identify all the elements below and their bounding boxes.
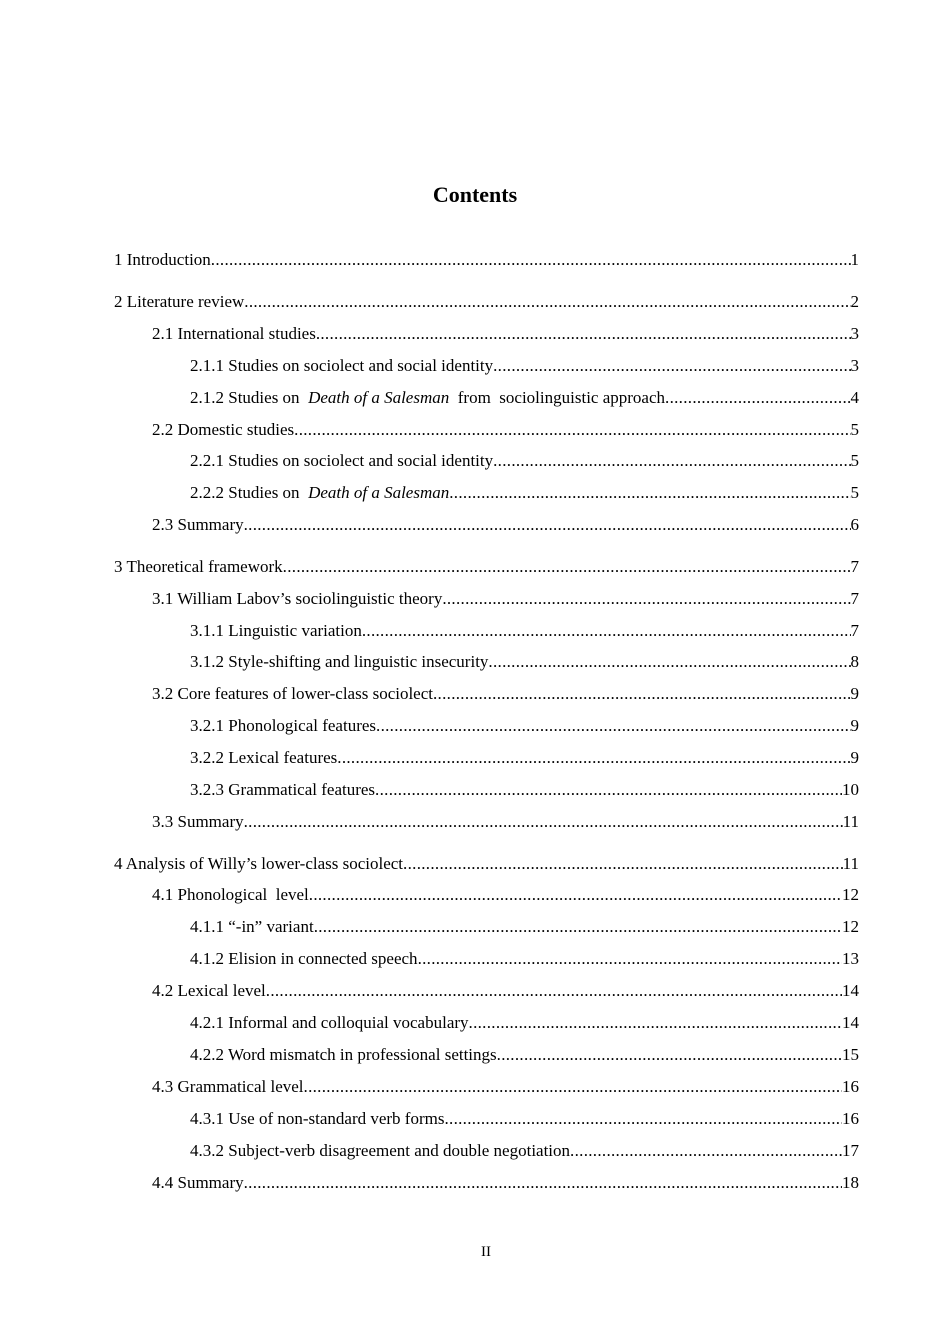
toc-entry-label: 3.2 Core features of lower-class sociolect xyxy=(152,684,433,703)
toc-page-number: 7 xyxy=(850,589,859,608)
dot-leader xyxy=(244,810,843,834)
toc-entry-4-2-2[interactable] xyxy=(190,1043,859,1067)
toc-page-number: 2 xyxy=(850,292,859,311)
toc-page-number: 5 xyxy=(850,451,859,470)
toc-entry-theoretical-framework[interactable] xyxy=(114,555,859,579)
toc-entry-label: 3.2.2 Lexical features xyxy=(190,748,338,767)
toc-entry-3-1-1[interactable] xyxy=(190,619,859,643)
toc-page-number: 14 xyxy=(842,1013,859,1032)
toc-page-number: 12 xyxy=(842,885,859,904)
toc-entry-literature-review[interactable] xyxy=(114,290,859,314)
toc-entry-label-suffix: from sociolinguistic approach xyxy=(449,388,666,407)
toc-entry-label: 4.4 Summary xyxy=(152,1173,244,1192)
toc-page-number: 1 xyxy=(850,250,859,269)
toc-page-number: 7 xyxy=(850,621,859,640)
dot-leader xyxy=(570,1139,842,1163)
toc-page-number: 3 xyxy=(850,324,859,343)
toc-entry-4-4-summary[interactable] xyxy=(152,1171,859,1195)
toc-entry-label: 4.3.1 Use of non-standard verb forms xyxy=(190,1109,445,1128)
toc-entry-label: 2.1.1 Studies on sociolect and social identity xyxy=(190,356,494,375)
toc-entry-2-1-1[interactable] xyxy=(190,354,859,378)
toc-page-number: 3 xyxy=(850,356,859,375)
toc-entry-label: 3.1.1 Linguistic variation xyxy=(190,621,362,640)
dot-leader xyxy=(488,650,850,674)
toc-page-number: 7 xyxy=(850,557,859,576)
toc-entry-4-3[interactable] xyxy=(152,1075,859,1099)
toc-entry-4-1-1[interactable] xyxy=(190,915,859,939)
toc-entry-label: 3 Theoretical framework xyxy=(114,557,283,576)
book-title: Death of a Salesman xyxy=(308,483,450,502)
toc-entry-label: 4.3.2 Subject-verb disagreement and double negotiation xyxy=(190,1141,571,1160)
toc-entry-label-prefix: 2.1.2 Studies on xyxy=(190,388,309,407)
dot-leader xyxy=(211,248,851,272)
toc-entry-label: 4.2 Lexical level xyxy=(152,981,266,1000)
toc-entry-4-2-1[interactable] xyxy=(190,1011,859,1035)
dot-leader xyxy=(433,682,851,706)
toc-entry-label: 4.1.2 Elision in connected speech xyxy=(190,949,418,968)
toc-entry-label: 4.1 Phonological level xyxy=(152,885,309,904)
dot-leader xyxy=(376,714,850,738)
toc-entry-international-studies[interactable] xyxy=(152,322,859,346)
dot-leader xyxy=(449,481,850,505)
toc-entry-introduction[interactable] xyxy=(114,248,859,272)
toc-entry-3-1-2[interactable] xyxy=(190,650,859,674)
toc-entry-label: 4.2.2 Word mismatch in professional settings xyxy=(190,1045,497,1064)
toc-page-number: 16 xyxy=(842,1077,859,1096)
toc-entry-label: 2 Literature review xyxy=(114,292,245,311)
dot-leader xyxy=(304,1075,842,1099)
dot-leader xyxy=(244,290,850,314)
dot-leader xyxy=(244,513,851,537)
toc-entry-label: 1 Introduction xyxy=(114,250,211,269)
dot-leader xyxy=(444,1107,842,1131)
book-title: Death of a Salesman xyxy=(308,388,450,407)
toc-entry-label: 2.2 Domestic studies xyxy=(152,420,295,439)
dot-leader xyxy=(266,979,842,1003)
dot-leader xyxy=(418,947,842,971)
dot-leader xyxy=(314,915,842,939)
toc-entry-2-2-1[interactable] xyxy=(190,449,859,473)
toc-entry-label xyxy=(190,386,665,410)
toc-page-number: 8 xyxy=(850,652,859,671)
toc-page-number: 5 xyxy=(850,483,859,502)
toc-page-number: 16 xyxy=(842,1109,859,1128)
toc-entry-label xyxy=(190,481,449,505)
toc-entry-domestic-studies[interactable] xyxy=(152,418,859,442)
toc-page-number: 15 xyxy=(842,1045,859,1064)
toc-page-number: 18 xyxy=(842,1173,859,1192)
dot-leader xyxy=(309,883,842,907)
dot-leader xyxy=(665,386,850,410)
toc-entry-4-1-2[interactable] xyxy=(190,947,859,971)
toc-entry-label: 4 Analysis of Willy’s lower-class sociolect xyxy=(114,854,404,873)
dot-leader xyxy=(244,1171,842,1195)
toc-page-number: 10 xyxy=(842,780,859,799)
toc-entry-4-1[interactable] xyxy=(152,883,859,907)
toc-page-number: 9 xyxy=(850,684,859,703)
page-title: Contents xyxy=(432,182,518,207)
toc-page-number: 12 xyxy=(842,917,859,936)
toc-entry-3-1[interactable] xyxy=(152,587,859,611)
dot-leader xyxy=(337,746,850,770)
toc-entry-label: 2.2.1 Studies on sociolect and social identity xyxy=(190,451,494,470)
toc-entry-label-prefix: 2.2.2 Studies on xyxy=(190,483,309,502)
toc-page-number: 11 xyxy=(842,854,859,873)
dot-leader xyxy=(283,555,851,579)
dot-leader xyxy=(497,1043,842,1067)
toc-entry-label: 2.3 Summary xyxy=(152,515,244,534)
toc-entry-label: 4.1.1 “-in” variant xyxy=(190,917,314,936)
toc-page-number: 4 xyxy=(850,388,859,407)
toc-page-number: 13 xyxy=(842,949,859,968)
toc-entry-label: 3.1.2 Style-shifting and linguistic insecurity xyxy=(190,652,489,671)
dot-leader xyxy=(403,852,843,876)
toc-entry-3-2[interactable] xyxy=(152,682,859,706)
dot-leader xyxy=(375,778,842,802)
toc-entry-label: 3.2.3 Grammatical features xyxy=(190,780,376,799)
toc-page-number: 17 xyxy=(842,1141,859,1160)
toc-page-number: 14 xyxy=(842,981,859,1000)
toc-page-number: 9 xyxy=(850,716,859,735)
toc-entry-4-2[interactable] xyxy=(152,979,859,1003)
toc-entry-3-2-1[interactable] xyxy=(190,714,859,738)
toc-page-number: 6 xyxy=(850,515,859,534)
toc-page-number: 5 xyxy=(850,420,859,439)
toc-entry-label: 4.2.1 Informal and colloquial vocabulary xyxy=(190,1013,469,1032)
toc-entry-4-3-2[interactable] xyxy=(190,1139,859,1163)
toc-entry-3-2-3[interactable] xyxy=(190,778,859,802)
toc-entry-2-1-2[interactable] xyxy=(190,386,859,410)
dot-leader xyxy=(316,322,851,346)
dot-leader xyxy=(362,619,851,643)
dot-leader xyxy=(294,418,850,442)
toc-entry-label: 2.1 International studies xyxy=(152,324,316,343)
toc-entry-label: 4.3 Grammatical level xyxy=(152,1077,304,1096)
toc-entry-label: 3.2.1 Phonological features xyxy=(190,716,377,735)
toc-page-number: 11 xyxy=(842,812,859,831)
dot-leader xyxy=(493,449,850,473)
toc-entry-2-3-summary[interactable] xyxy=(152,513,859,537)
dot-leader xyxy=(469,1011,842,1035)
dot-leader xyxy=(442,587,850,611)
dot-leader xyxy=(493,354,850,378)
toc-entry-label: 3.3 Summary xyxy=(152,812,244,831)
toc-entry-4-3-1[interactable] xyxy=(190,1107,859,1131)
toc-entry-analysis[interactable] xyxy=(114,852,859,876)
toc-entry-3-2-2[interactable] xyxy=(190,746,859,770)
page-number: II xyxy=(481,1244,491,1260)
toc-entry-3-3-summary[interactable] xyxy=(152,810,859,834)
toc-entry-2-2-2[interactable] xyxy=(190,481,859,505)
toc-entry-label: 3.1 William Labov’s sociolinguistic theory xyxy=(152,589,443,608)
toc-page-number: 9 xyxy=(850,748,859,767)
